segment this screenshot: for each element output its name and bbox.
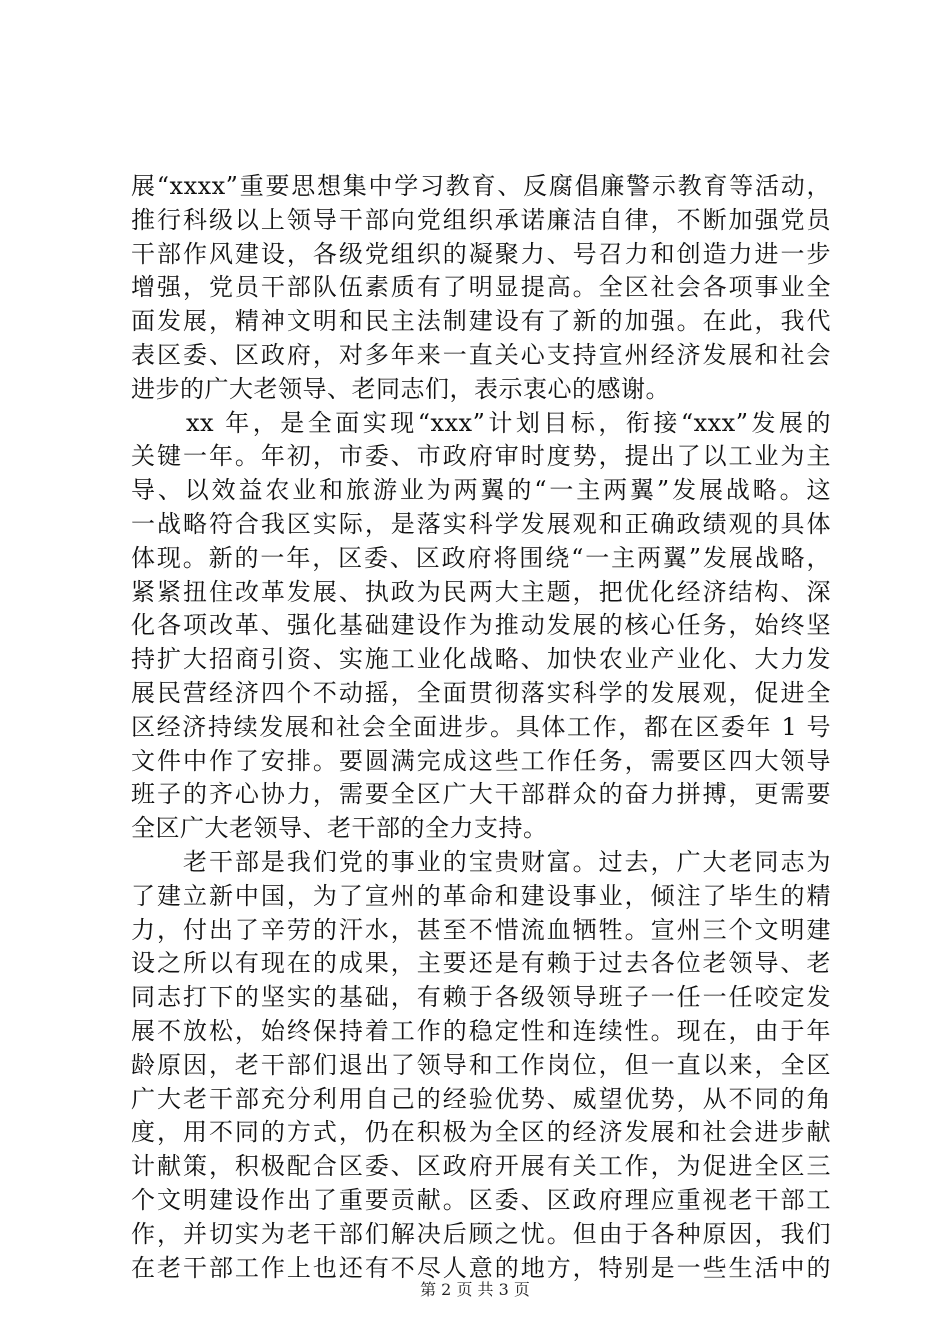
text-line: 设之所以有现在的成果，主要还是有赖于过去各位老领导、老	[131, 949, 831, 978]
text-line: 度，用不同的方式，仍在积极为全区的经济发展和社会进步献	[131, 1118, 831, 1147]
text-line: 导、以效益农业和旅游业为两翼的“一主两翼”发展战略。这	[131, 476, 831, 505]
text-line: 关键一年。年初，市委、市政府审时度势，提出了以工业为主	[131, 442, 831, 471]
page-footer: 第 2 页 共 3 页	[420, 1280, 530, 1299]
text-line: 班子的齐心协力，需要全区广大干部群众的奋力拼搏，更需要	[131, 780, 831, 809]
text-line: xx 年，是全面实现“xxx”计划目标，衔接“xxx”发展的	[131, 408, 831, 437]
text-line: 计献策，积极配合区委、区政府开展有关工作，为促进全区三	[131, 1152, 831, 1181]
text-line: 一战略符合我区实际，是落实科学发展观和正确政绩观的具体	[131, 509, 831, 538]
text-line: 增强，党员干部队伍素质有了明显提高。全区社会各项事业全	[131, 273, 831, 302]
text-line: 同志打下的坚实的基础，有赖于各级领导班子一任一任咬定发	[131, 983, 831, 1012]
text-line: 力，付出了辛劳的汗水，甚至不惜流血牺牲。宣州三个文明建	[131, 915, 831, 944]
text-line: 全区广大老领导、老干部的全力支持。	[131, 814, 548, 843]
document-body	[131, 170, 831, 1285]
text-line: 体现。新的一年，区委、区政府将围绕“一主两翼”发展战略，	[131, 543, 831, 572]
text-line: 文件中作了安排。要圆满完成这些工作任务，需要区四大领导	[131, 746, 831, 775]
text-line: 广大老干部充分利用自己的经验优势、威望优势，从不同的角	[131, 1084, 831, 1113]
text-line: 展民营经济四个不动摇，全面贯彻落实科学的发展观，促进全	[131, 678, 831, 707]
text-line: 干部作风建设，各级党组织的凝聚力、号召力和创造力进一步	[131, 239, 831, 268]
text-line: 表区委、区政府，对多年来一直关心支持宣州经济发展和社会	[131, 340, 831, 369]
text-line: 展不放松，始终保持着工作的稳定性和连续性。现在，由于年	[131, 1016, 831, 1045]
text-line: 持扩大招商引资、实施工业化战略、加快农业产业化、大力发	[131, 645, 831, 674]
text-line: 个文明建设作出了重要贡献。区委、区政府理应重视老干部工	[131, 1185, 831, 1214]
text-line: 在老干部工作上也还有不尽人意的地方，特别是一些生活中的	[131, 1253, 831, 1282]
text-line: 紧紧扭住改革发展、执政为民两大主题，把优化经济结构、深	[131, 577, 831, 606]
text-line: 作，并切实为老干部们解决后顾之忧。但由于各种原因，我们	[131, 1219, 831, 1248]
text-line: 面发展，精神文明和民主法制建设有了新的加强。在此，我代	[131, 307, 831, 336]
text-line: 区经济持续发展和社会全面进步。具体工作，都在区委年 1 号	[131, 712, 831, 741]
text-line: 龄原因，老干部们退出了领导和工作岗位，但一直以来，全区	[131, 1050, 831, 1079]
text-line: 进步的广大老领导、老同志们，表示衷心的感谢。	[131, 374, 670, 403]
text-line: 化各项改革、强化基础建设作为推动发展的核心任务，始终坚	[131, 611, 831, 640]
text-line: 展“xxxx”重要思想集中学习教育、反腐倡廉警示教育等活动，	[131, 172, 831, 200]
text-line: 了建立新中国，为了宣州的革命和建设事业，倾注了毕生的精	[131, 881, 831, 910]
text-line: 老干部是我们党的事业的宝贵财富。过去，广大老同志为	[131, 847, 831, 876]
text-line: 推行科级以上领导干部向党组织承诺廉洁自律，不断加强党员	[131, 205, 831, 234]
